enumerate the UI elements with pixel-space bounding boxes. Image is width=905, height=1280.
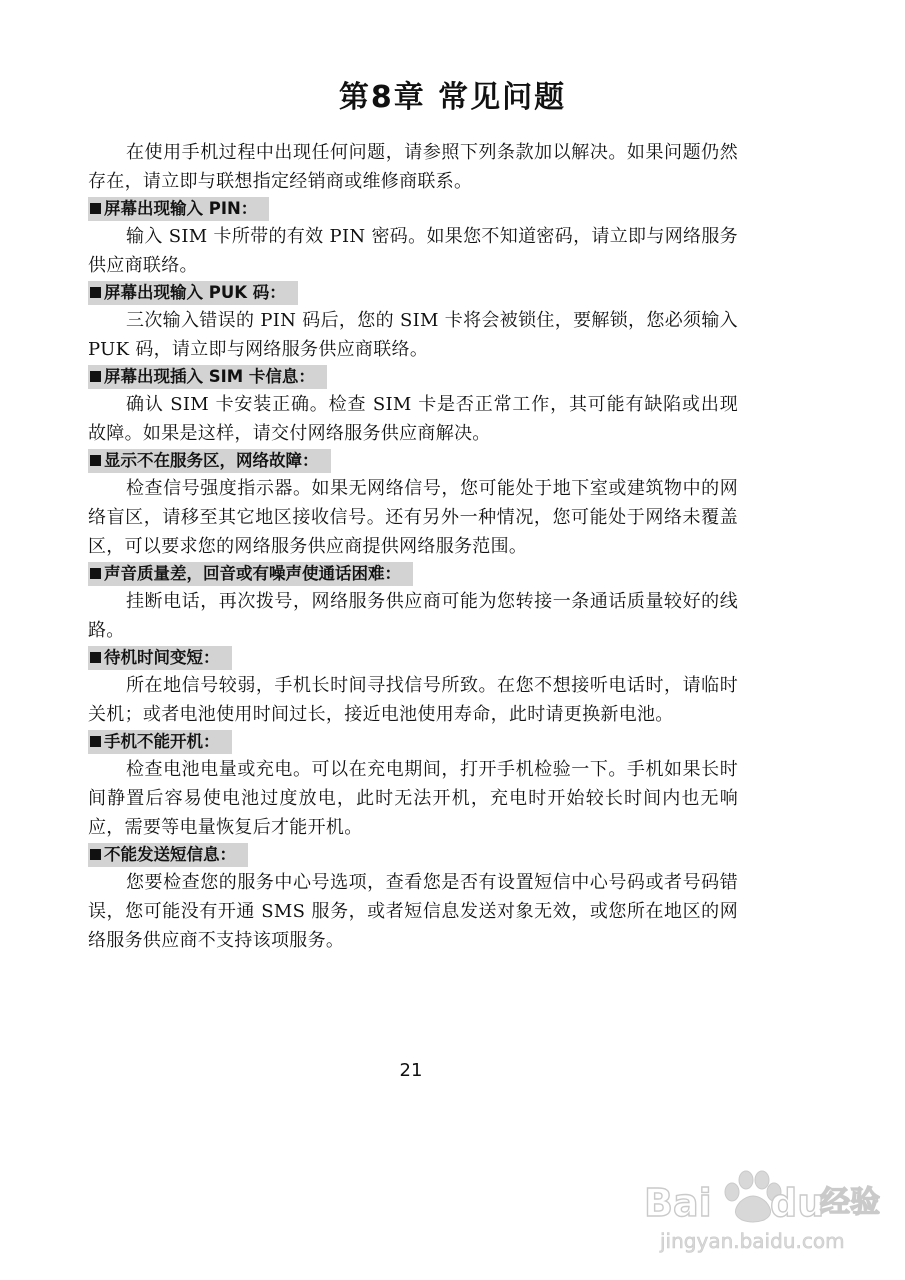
section-heading	[88, 365, 327, 389]
square-bullet-icon	[90, 287, 101, 298]
section-body: 挂断电话，再次拨号，网络服务供应商可能为您转接一条通话质量较好的线路。	[88, 591, 738, 641]
section-heading-text: 待机时间变短：	[104, 648, 220, 667]
section-body: 三次输入错误的 PIN 码后，您的 SIM 卡将会被锁住，要解锁，您必须输入 PUK 码，请立即与网络服务供应商联络。	[88, 310, 738, 360]
square-bullet-icon	[90, 568, 101, 579]
section-heading-text: 手机不能开机：	[104, 732, 220, 751]
section-body: 输入 SIM 卡所带的有效 PIN 密码。如果您不知道密码，请立即与网络服务供应商联络。	[88, 226, 738, 276]
section-body: 所在地信号较弱，手机长时间寻找信号所致。在您不想接听电话时，请临时关机；或者电池使用时间过长，接近电池使用寿命，此时请更换新电池。	[88, 675, 738, 725]
svg-text:du: du	[770, 1181, 825, 1225]
section-heading	[88, 197, 269, 221]
page-number: 21	[399, 1060, 423, 1081]
square-bullet-icon	[90, 849, 101, 860]
section-heading-text: 屏幕出现输入 PIN：	[104, 199, 258, 218]
page-title: 第8章 常见问题	[338, 80, 567, 115]
section-body: 确认 SIM 卡安装正确。检查 SIM 卡是否正常工作，其可能有缺陷或出现故障。如果是这样，请交付网络服务供应商解决。	[88, 394, 738, 444]
content-body	[88, 138, 738, 955]
intro-paragraph: 在使用手机过程中出现任何问题，请参照下列条款加以解决。如果问题仍然存在，请立即与联想指定经销商或维修商联系。	[88, 142, 738, 192]
baidu-jingyan-watermark-logo	[640, 1140, 885, 1260]
svg-text:jingyan.baidu.com: jingyan.baidu.com	[660, 1229, 845, 1253]
square-bullet-icon	[90, 652, 101, 663]
section-heading	[88, 449, 331, 473]
section-heading-text: 声音质量差，回音或有噪声使通话困难：	[104, 564, 401, 583]
section-heading-text: 显示不在服务区，网络故障：	[104, 451, 319, 470]
section-body: 您要检查您的服务中心号选项，查看您是否有设置短信中心号码或者号码错误，您可能没有开通 SMS 服务，或者短信息发送对象无效，或您所在地区的网络服务供应商不支持该项服务。	[88, 872, 738, 951]
section-heading	[88, 646, 232, 670]
section-heading	[88, 562, 413, 586]
section-heading-text: 屏幕出现插入 SIM 卡信息：	[104, 367, 315, 386]
square-bullet-icon	[90, 371, 101, 382]
svg-text:Bai: Bai	[644, 1181, 712, 1225]
section-heading-text: 不能发送短信息：	[104, 845, 236, 864]
square-bullet-icon	[90, 455, 101, 466]
svg-text:经验: 经验	[820, 1185, 880, 1220]
section-heading	[88, 730, 232, 754]
section-heading	[88, 281, 298, 305]
section-heading	[88, 843, 248, 867]
square-bullet-icon	[90, 736, 101, 747]
section-body: 检查电池电量或充电。可以在充电期间，打开手机检验一下。手机如果长时间静置后容易使电池过度放电，此时无法开机，充电时开始较长时间内也无响应，需要等电量恢复后才能开机。	[88, 759, 738, 838]
section-heading-text: 屏幕出现输入 PUK 码：	[104, 283, 286, 302]
section-body: 检查信号强度指示器。如果无网络信号，您可能处于地下室或建筑物中的网络盲区，请移至其它地区接收信号。还有另外一种情况，您可能处于网络未覆盖区，可以要求您的网络服务供应商提供网络服务范围。	[88, 478, 738, 557]
square-bullet-icon	[90, 203, 101, 214]
